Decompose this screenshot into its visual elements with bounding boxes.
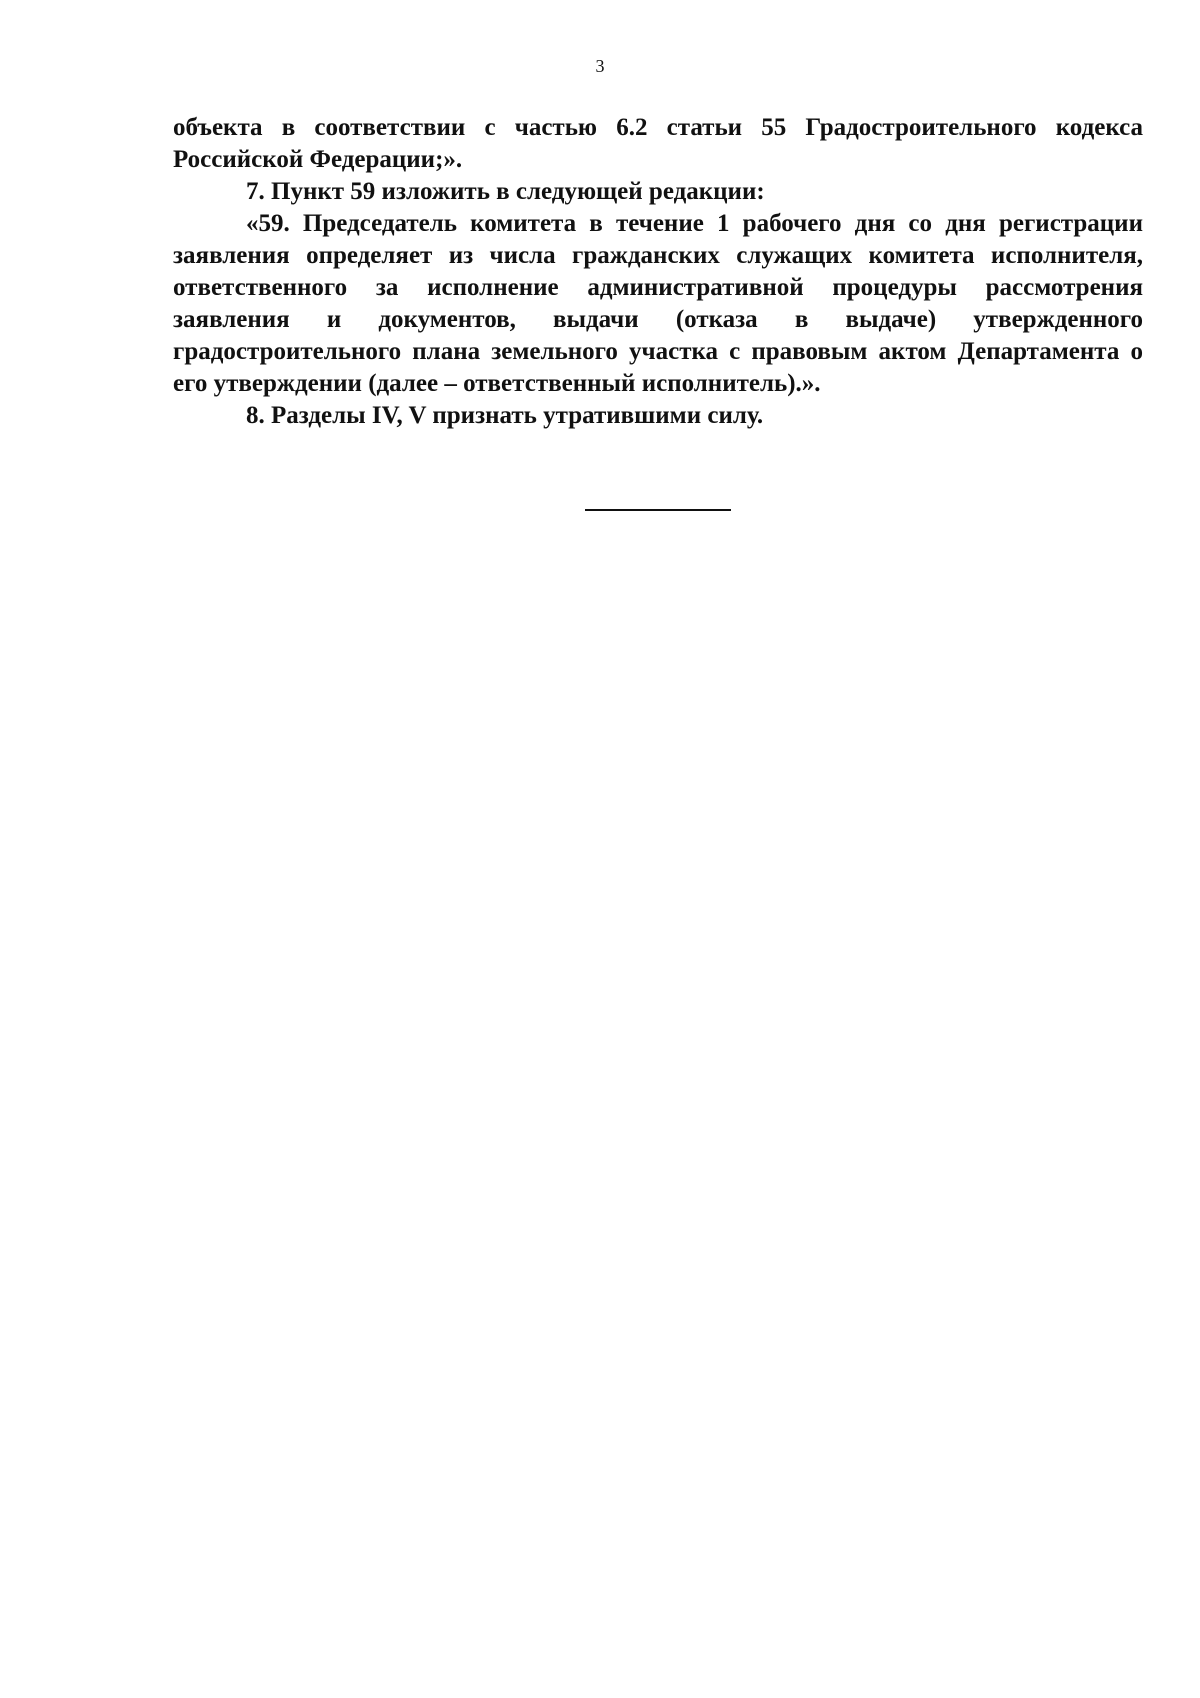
paragraph-item-7: 7. Пункт 59 изложить в следующей редакции: xyxy=(246,178,765,205)
document-body xyxy=(173,112,1143,432)
paragraph-item-59-text: «59. Председатель комитета в течение 1 рабочего дня со дня регистрации заявления определяет из числа гражданских служащих комитета исполнителя, ответственного за исполнение административной процедуры рассмотрения заявления и документов, выдачи (отказа в выдаче) утвержденного градостроительного плана земельного участка с правовым актом Департамента о его утверждении (далее – ответственный исполнитель).». xyxy=(173,210,1143,397)
paragraph-item-8: 8. Разделы IV, V признать утратившими силу. xyxy=(246,402,764,429)
page-number: 3 xyxy=(595,56,605,76)
end-separator-line xyxy=(585,509,731,511)
paragraph-continuation: объекта в соответствии с частью 6.2 статьи 55 Градостроительного кодекса Российской Федерации;». xyxy=(173,114,1143,173)
